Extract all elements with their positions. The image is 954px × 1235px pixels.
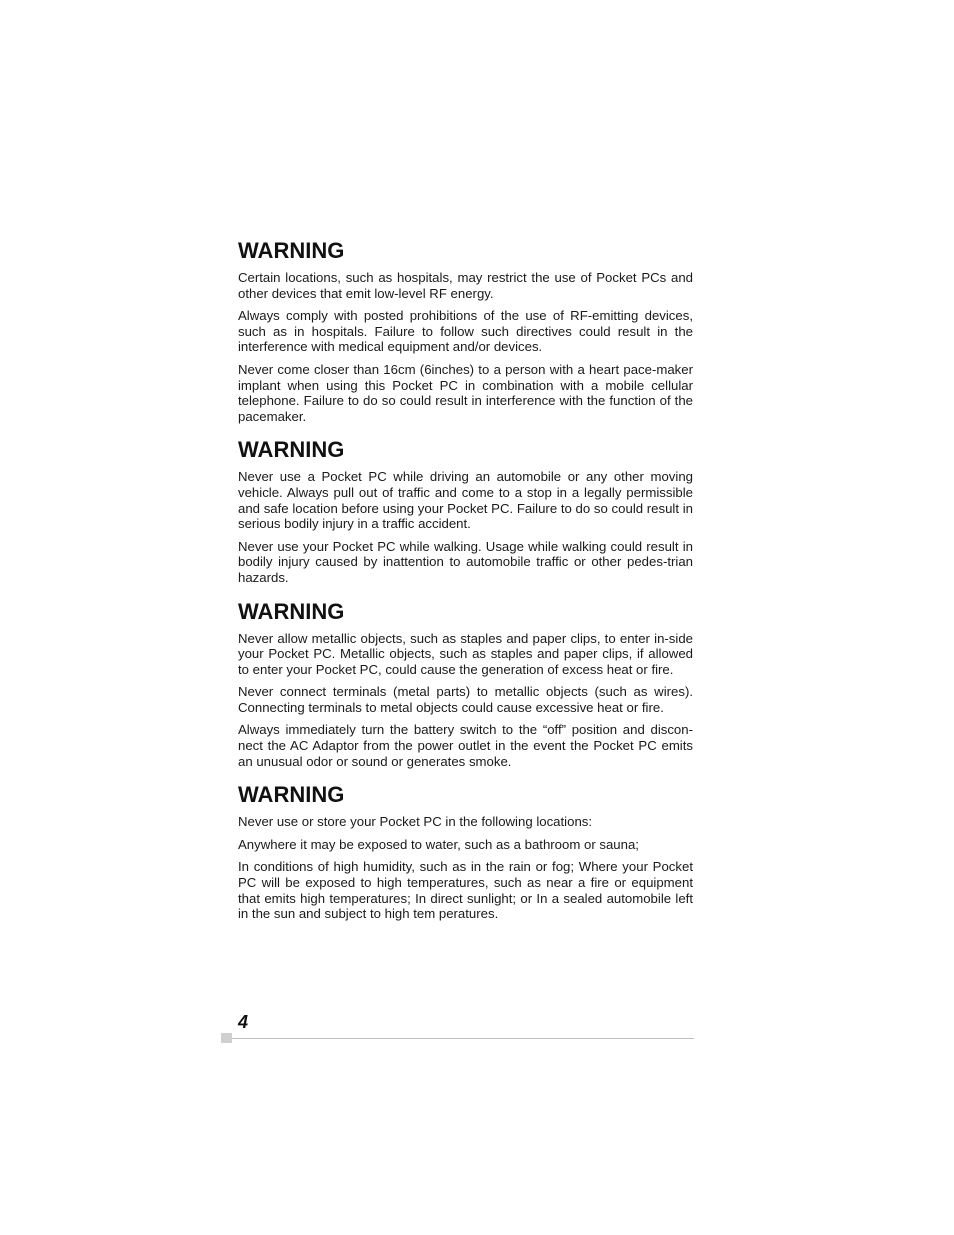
section-heading: WARNING bbox=[238, 598, 345, 624]
paragraph: Never use your Pocket PC while walking. Usage while walking could result in bodily injury caused by inattention to automobile traffic or other pedes-trian hazards. bbox=[238, 538, 693, 585]
warning-section-3 bbox=[238, 599, 693, 770]
warning-section-2 bbox=[238, 437, 693, 585]
page-number: 4 bbox=[238, 1012, 249, 1032]
page-content bbox=[238, 238, 693, 929]
paragraph: Never come closer than 16cm (6inches) to a person with a heart pace-maker implant when using this Pocket PC in combination with a mobile cellular telephone. Failure to do so could result in interference with the function of the pacemaker. bbox=[238, 361, 693, 424]
warning-section-4 bbox=[238, 782, 693, 922]
paragraph: Never connect terminals (metal parts) to metallic objects (such as wires). Connecting terminals to metal objects could cause excessive heat or fire. bbox=[238, 684, 693, 715]
paragraph: Always comply with posted prohibitions of the use of RF-emitting devices, such as in hospitals. Failure to follow such directives could result in the interference with medical equipment and/or devices. bbox=[238, 308, 693, 355]
warning-section-1 bbox=[238, 238, 693, 424]
section-heading: WARNING bbox=[238, 782, 345, 808]
paragraph: Never allow metallic objects, such as staples and paper clips, to enter in-side your Pocket PC. Metallic objects, such as staples and paper clips, if allowed to enter your Pocket PC, could cause the generation of excess heat or fire. bbox=[238, 630, 693, 677]
section-heading: WARNING bbox=[238, 238, 345, 263]
footer-marker bbox=[221, 1033, 232, 1043]
paragraph: Never use a Pocket PC while driving an automobile or any other moving vehicle. Always pull out of traffic and come to a stop in a legally permissible and safe location before using your Pocket PC. Failure to do so could result in serious bodily injury in a traffic accident. bbox=[238, 469, 693, 532]
paragraph: Certain locations, such as hospitals, may restrict the use of Pocket PCs and other devices that emit low-level RF energy. bbox=[238, 270, 693, 301]
paragraph: Never use or store your Pocket PC in the following locations: bbox=[238, 814, 593, 830]
section-heading: WARNING bbox=[238, 437, 345, 463]
footer-divider bbox=[232, 1038, 694, 1039]
paragraph: In conditions of high humidity, such as in the rain or fog; Where your Pocket PC will be exposed to high temperatures, such as near a fire or equipment that emits high temperatures; In direct sunlight; or In a sealed automobile left in the sun and subject to high tem peratures. bbox=[238, 859, 693, 922]
paragraph: Anywhere it may be exposed to water, such as a bathroom or sauna; bbox=[238, 836, 639, 852]
paragraph: Always immediately turn the battery switch to the “off” position and discon-nect the AC Adaptor from the power outlet in the event the Pocket PC emits an unusual odor or sound or generates smoke. bbox=[238, 722, 693, 769]
